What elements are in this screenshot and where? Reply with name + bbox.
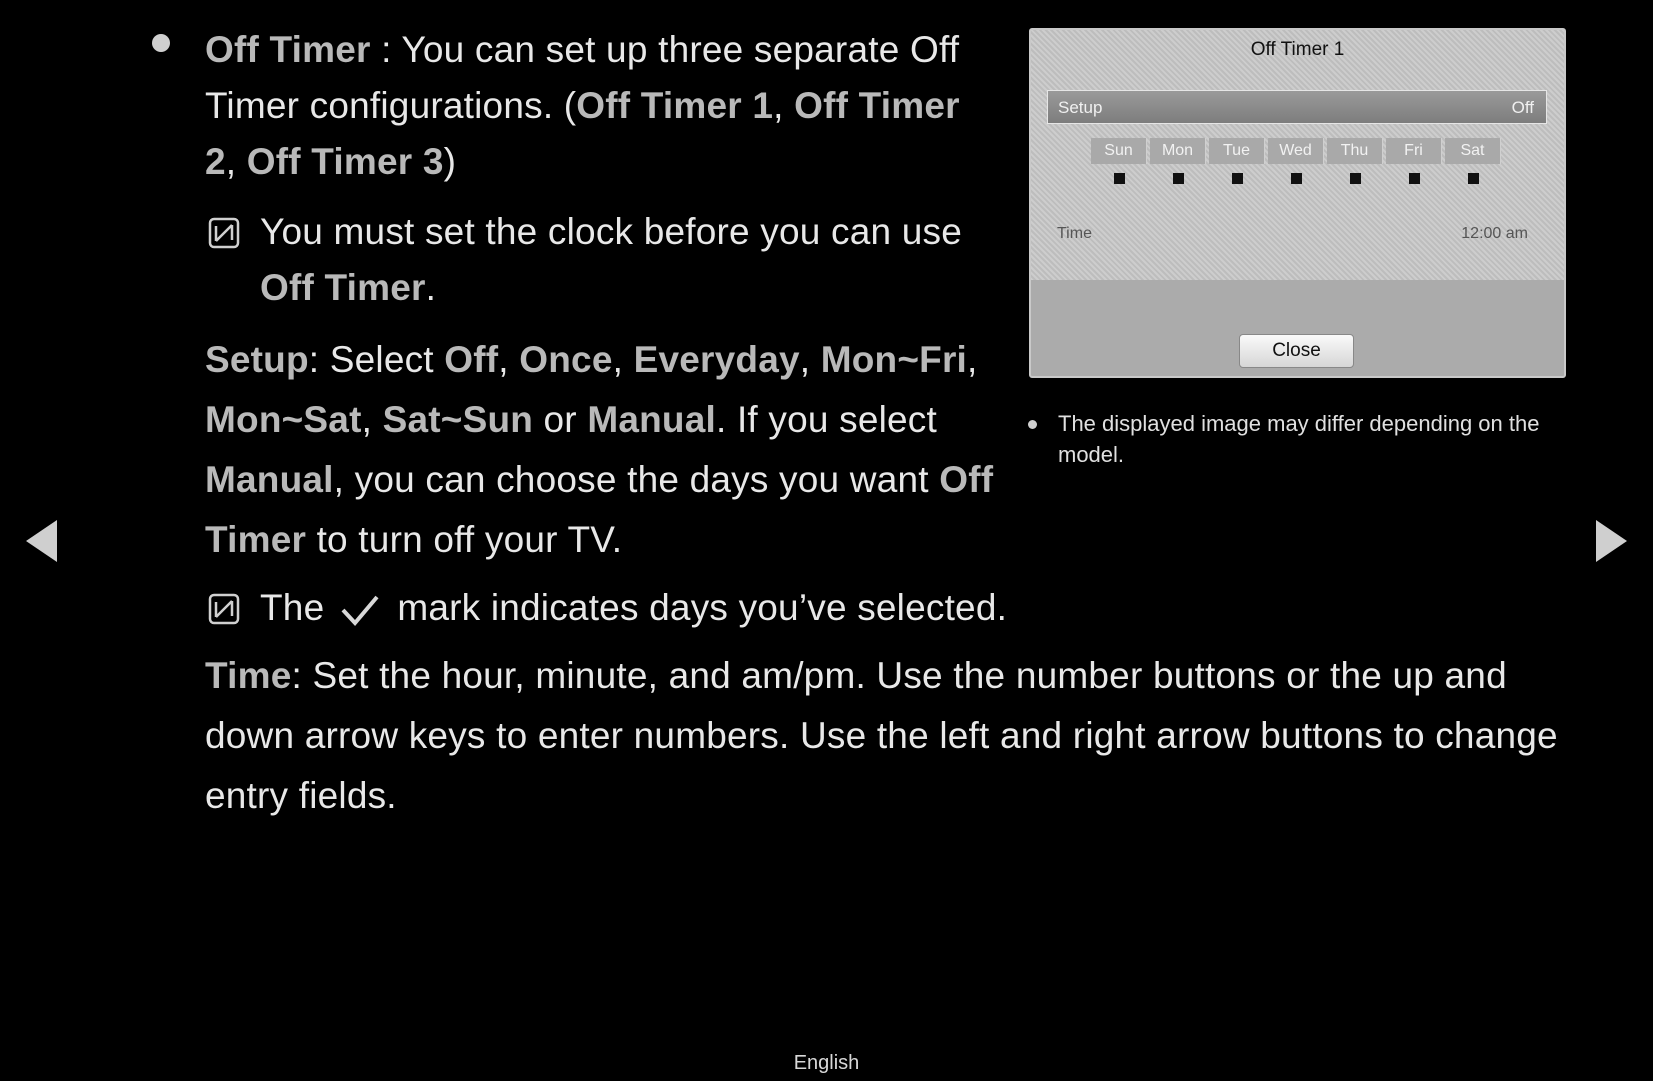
image-caption	[1026, 408, 1586, 470]
sep: ,	[361, 399, 383, 440]
day-thu[interactable]	[1327, 138, 1383, 194]
sep: ,	[498, 339, 520, 380]
day-label: Mon	[1150, 138, 1206, 164]
sep: ,	[967, 339, 978, 380]
day-label: Sun	[1091, 138, 1147, 164]
setup-value: Off	[1511, 98, 1534, 117]
off-timer-paragraph	[205, 22, 995, 190]
setup-paragraph	[205, 330, 995, 570]
caption-text: The displayed image may differ depending on the model.	[1058, 411, 1540, 467]
option-mon-fri: Mon~Fri	[820, 339, 968, 380]
check-icon	[339, 592, 381, 628]
option-off: Off	[444, 339, 499, 380]
check-note	[205, 580, 1585, 636]
day-selector	[1091, 138, 1503, 198]
close-button[interactable]: Close	[1239, 334, 1354, 368]
day-tue[interactable]	[1209, 138, 1265, 194]
setup-text: . If you select	[715, 399, 937, 440]
day-checkbox[interactable]	[1114, 173, 1125, 184]
off-timer-2-term: Off Timer 2	[205, 85, 960, 182]
note1-text: You must set the clock before you can use	[260, 211, 963, 252]
day-label: Sat	[1445, 138, 1501, 164]
day-fri[interactable]	[1386, 138, 1442, 194]
day-checkbox[interactable]	[1232, 173, 1243, 184]
setup-text: to turn off your TV.	[306, 519, 623, 560]
day-label: Tue	[1209, 138, 1265, 164]
sep: ,	[799, 339, 821, 380]
day-checkbox[interactable]	[1409, 173, 1420, 184]
note2-post: mark indicates days you’ve selected.	[397, 587, 1008, 628]
clock-note	[205, 204, 1020, 316]
off-timer-term: Off Timer	[205, 29, 371, 70]
option-manual: Manual	[205, 459, 334, 500]
time-value[interactable]: 12:00 am	[1461, 225, 1528, 242]
day-checkbox[interactable]	[1350, 173, 1361, 184]
option-sat-sun: Sat~Sun	[382, 399, 534, 440]
off-timer-1-term: Off Timer 1	[576, 85, 774, 126]
bullet-dot	[152, 34, 170, 52]
off-timer-term: Off Timer	[260, 267, 426, 308]
sep: ,	[225, 141, 247, 182]
note-icon	[207, 216, 241, 250]
off-timer-3-term: Off Timer 3	[246, 141, 444, 182]
time-text: : Set the hour, minute, and am/pm. Use the number buttons or the up and down arrow keys to enter numbers. Use the left and right arrow buttons to change entry fields.	[205, 655, 1558, 816]
note-icon	[207, 592, 241, 626]
sep: ,	[612, 339, 634, 380]
day-checkbox[interactable]	[1468, 173, 1479, 184]
day-label: Fri	[1386, 138, 1442, 164]
day-checkbox[interactable]	[1291, 173, 1302, 184]
caption-bullet	[1028, 420, 1037, 429]
off-timer-desc: : You can set up three separate Off Timer configurations. (	[205, 29, 960, 126]
day-sun[interactable]	[1091, 138, 1147, 194]
period: .	[425, 267, 437, 308]
dialog-title: Off Timer 1	[1250, 39, 1345, 60]
setup-text: , you can choose the days you want	[333, 459, 940, 500]
day-wed[interactable]	[1268, 138, 1324, 194]
close-paren: )	[443, 141, 457, 182]
off-timer-dialog	[1029, 28, 1566, 378]
sep: ,	[773, 85, 795, 126]
day-checkbox[interactable]	[1173, 173, 1184, 184]
option-everyday: Everyday	[633, 339, 800, 380]
left-arrow-icon[interactable]	[26, 520, 57, 562]
time-label: Time	[1057, 225, 1092, 242]
option-mon-sat: Mon~Sat	[205, 399, 362, 440]
setup-term: Setup	[205, 339, 309, 380]
footer-language: English	[793, 1052, 860, 1074]
setup-row[interactable]	[1047, 90, 1547, 124]
note2-pre: The	[260, 587, 325, 628]
day-sat[interactable]	[1445, 138, 1501, 194]
or-text: or	[533, 399, 588, 440]
setup-label: Setup	[1058, 98, 1103, 117]
option-manual: Manual	[587, 399, 716, 440]
day-label: Wed	[1268, 138, 1324, 164]
option-once: Once	[519, 339, 613, 380]
day-label: Thu	[1327, 138, 1383, 164]
off-timer-term: Off Timer	[205, 459, 994, 560]
time-term: Time	[205, 655, 292, 696]
setup-text: : Select	[308, 339, 445, 380]
time-paragraph	[205, 646, 1585, 826]
day-mon[interactable]	[1150, 138, 1206, 194]
right-arrow-icon[interactable]	[1596, 520, 1627, 562]
